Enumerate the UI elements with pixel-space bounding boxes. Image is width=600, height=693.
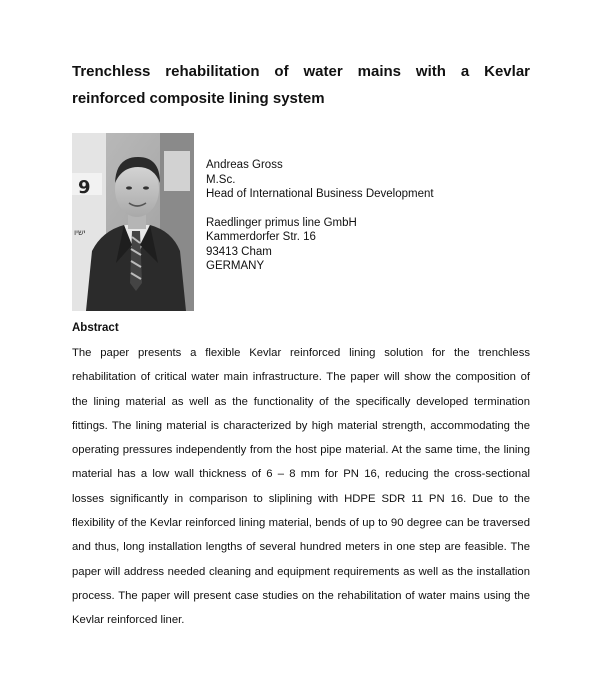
author-country: GERMANY	[206, 260, 265, 272]
author-block	[206, 158, 536, 274]
photo-sign-text: ישיו	[74, 228, 86, 237]
author-photo	[72, 133, 194, 311]
author-spacer	[206, 202, 536, 216]
author-degree: M.Sc.	[206, 173, 236, 186]
title-line-1: Trenchless rehabilitation of water mains with a Kevlar	[72, 63, 530, 80]
abstract-heading: Abstract	[72, 322, 119, 334]
author-name: Andreas Gross	[206, 159, 283, 171]
abstract-text: The paper presents a flexible Kevlar reinforced lining solution for the trenchless rehabilitation of critical water main infrastructure. The paper will show the composition of the lining material as well as the functionality of the specifically developed termination fittings. The lining material is characterized by high material strength, accommodating the operating pressures independently from the host pipe material. At the same time, the lining material has a low wall thickness of 6 – 8 mm for PN 16, reducing the cross-sectional losses significantly in comparison to sliplining with HDPE SDR 11 PN 16. Due to the flexibility of the Kevlar reinforced lining material, bends of up to 90 degree can be traversed and thus, long installation lengths of several hundred meters in one step are feasible. The paper will address needed cleaning and equipment requirements as well as the installation process. The paper will present case studies on the rehabilitation of water mains using the Kevlar reinforced liner.	[72, 347, 530, 627]
author-city: 93413 Cham	[206, 245, 272, 258]
author-street: Kammerdorfer Str. 16	[206, 231, 316, 243]
author-company: Raedlinger primus line GmbH	[206, 216, 357, 229]
paper-title	[72, 58, 530, 112]
svg-text:9: 9	[78, 177, 91, 198]
author-position: Head of International Business Development	[206, 188, 434, 200]
title-line-2: reinforced composite lining system	[72, 90, 325, 107]
